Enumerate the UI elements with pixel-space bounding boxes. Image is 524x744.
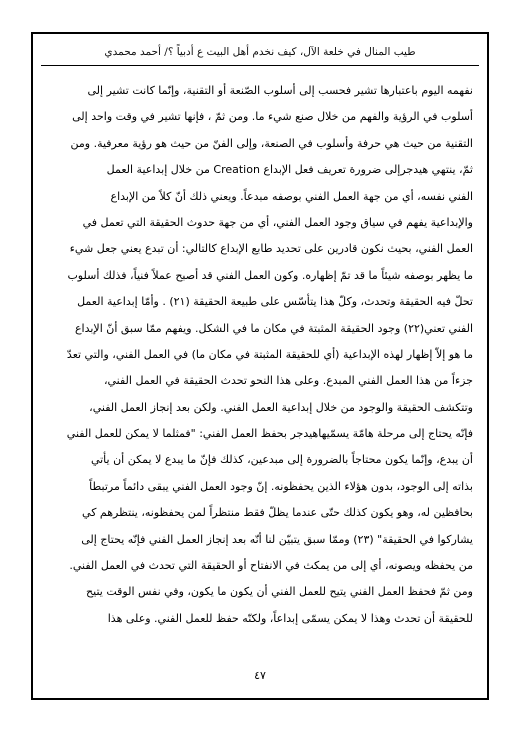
body-line: التقنية من حيث هي حرفة وأسلوب في الصنعة، وإلى الفنّ من حيث هو رؤية معرفية. ومن — [70, 136, 473, 150]
body-line: ثمّ، ينتهي هيدجرإلى ضرورة تعريف فعل الإبداع Creation من خلال إبداعية العمل — [106, 163, 473, 177]
body-line: تحلّ فيه الحقيقة وتحدث، وكلّ هذا يتأسّس على طبيعة الحقيقة (٢١) . وأمّا إبداعية العمل — [77, 295, 473, 309]
body-line: ومن ثمّ فحفظ العمل الفني يتيح للعمل الفني أن يكون ما يكون، وفي نفس الوقت يتيح — [86, 585, 473, 599]
body-line: للحقيقة أن تحدث وهذا لا يمكن يسمّى إبداعاً، ولكنّه حفظ للعمل الفني. وعلى هذا — [107, 611, 473, 625]
body-line: أسلوب في الرؤية والفهم من خلال صنع شيء ما. ومن ثمّ ، فإنها تشير في وقت واحد إلى — [72, 110, 473, 124]
body-line: يشاركوا في الحقيقة" (٢٣) وممّا سبق يتبيّن لنا أنّه بعد إنجاز العمل الفني فإنّه يحتاج إلى — [81, 532, 473, 546]
running-header: طيب المنال في خلعة الآل، كيف نخدم أهل البيت ع أدبياً ؟/ أحمد محمدي — [104, 46, 416, 58]
body-line: والإبداعية يفهم في سياق وجود العمل الفني، أي من جهة حدوث الحقيقة التي تعمل في — [82, 215, 473, 229]
page-frame — [31, 32, 489, 700]
body-line: الفني تعني(٢٢) وجود الحقيقة المثبتة في مكان ما في الشكل. ويفهم ممّا سبق أنّ الإبداع — [74, 321, 473, 335]
body-line: بحافظين له، وهو يكون كذلك حتّى عندما يظلّ فقط منتظراً لمن يحفظونه، ينتظرهم كي — [82, 506, 473, 520]
body-line: العمل الفني، بحيث نكون قادرين على تحديد طابع الإبداع كالتالي: أن تبدع يعني جعل شيء — [69, 242, 473, 256]
body-line: فإنّه يحتاج إلى مرحلة هامّة يسمّيهاهيدجر بحفظ العمل الفني: "فمثلما لا يمكن للعمل الفني — [66, 427, 473, 441]
body-paragraph — [47, 78, 473, 632]
page-number: ٤٧ — [254, 669, 266, 682]
body-line: نفهمه اليوم باعتبارها تشير فحسب إلى أسلوب الصّنعة أو التقنية، وإنّما كانت تشير إلى — [87, 84, 473, 97]
body-line: جزءاً من هذا العمل الفني المبدع. وعلى هذا النحو تحدث الحقيقة في العمل الفني، — [103, 374, 473, 388]
body-line: ما يظهر بوصفه شيئاً ما قد تمّ إظهاره. وكون العمل الفني قد أصبح عملاً فنياً، فذلك أسلوب — [67, 268, 473, 282]
header-divider — [41, 65, 479, 66]
body-line: ما هو إلاّ إظهار لهذه الإبداعية (أي للحقيقة المثبتة في مكان ما) في العمل الفني، والتي تعدّ — [66, 347, 473, 361]
body-line: وتتكشف الحقيقة والوجود من خلال إبداعية العمل الفني. ولكن بعد إنجاز العمل الفني، — [89, 400, 473, 414]
body-line: بذاته إلى الوجود، بدون هؤلاء الذين يحفظونه. إنّ وجود العمل الفني يبقى دائماً مرتبطاً — [89, 479, 473, 493]
body-line: أن يبدع، وإنّما يكون محتاجاً بالضرورة إلى مبدعين، كذلك فإنّ ما يبدع لا يمكن أن يأتي — [90, 453, 473, 467]
body-line: الفني نفسه، أي من جهة العمل الفني بوصفه مبدعاً. ويعني ذلك أنّ كلاً من الإبداع — [110, 189, 473, 203]
body-line: من يحفظه ويصونه، أي إلى من يمكث في الانفتاح أو الحقيقة التي تحدث في العمل الفني. — [69, 559, 473, 573]
